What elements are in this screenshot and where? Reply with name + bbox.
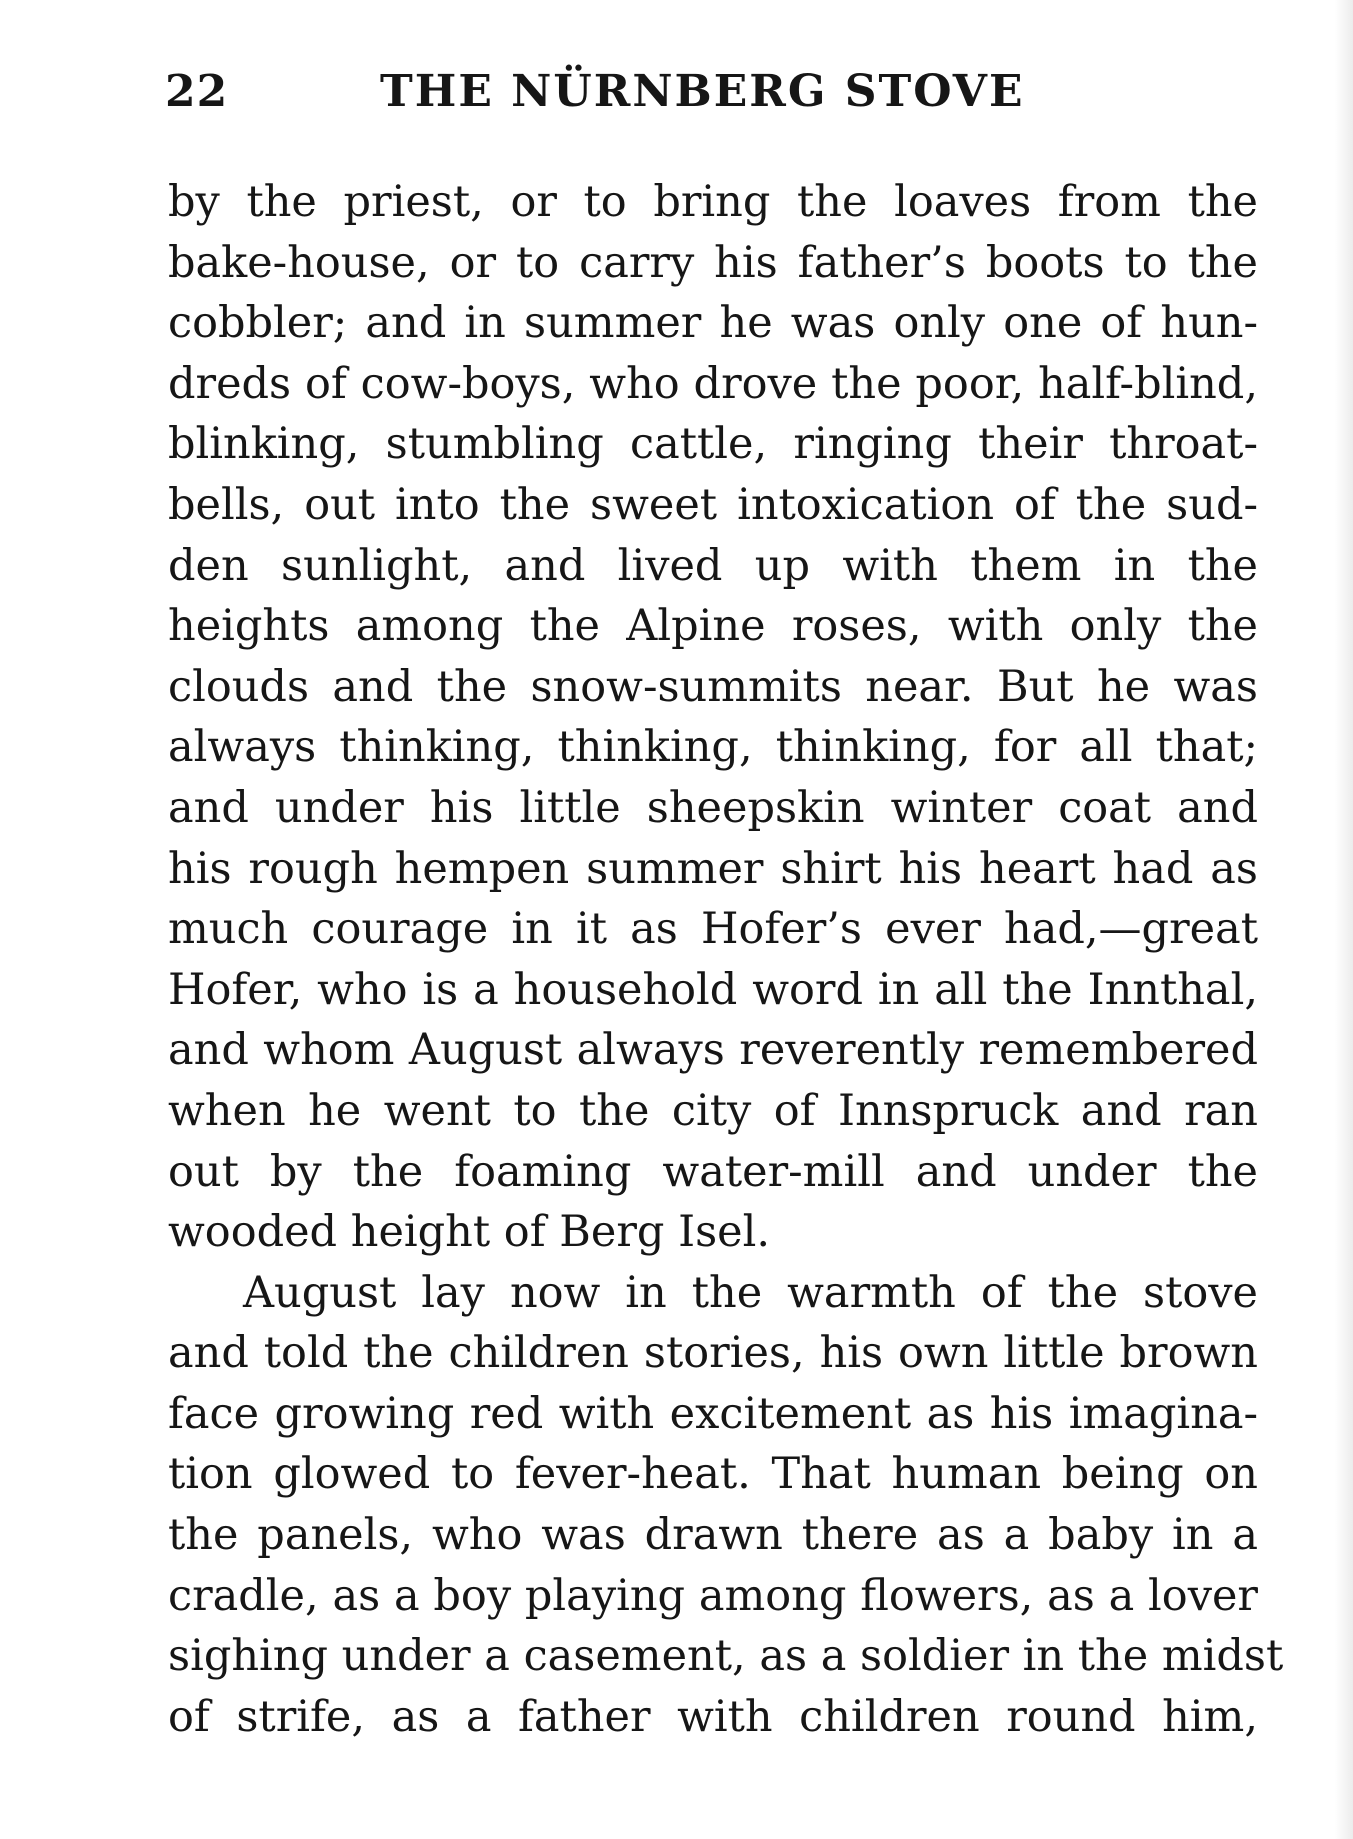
- page-number: 22: [165, 66, 229, 117]
- text-line: dreds of cow-boys, who drove the poor, half-blind,: [168, 358, 1258, 409]
- page-edge-shadow: [1335, 0, 1353, 1839]
- text-line: blinking, stumbling cattle, ringing their throat-: [168, 419, 1258, 470]
- text-line: always thinking, thinking, thinking, for all that;: [168, 722, 1258, 773]
- text-line: when he went to the city of Innspruck and ran: [168, 1085, 1258, 1136]
- text-line: Hofer, who is a household word in all the Innthal,: [168, 964, 1258, 1015]
- text-line: clouds and the snow-summits near. But he was: [168, 661, 1258, 712]
- text-line: bake-house, or to carry his father’s boots to the: [168, 237, 1258, 288]
- text-line: heights among the Alpine roses, with only the: [168, 601, 1258, 652]
- text-line: den sunlight, and lived up with them in the: [168, 540, 1258, 591]
- text-line: cobbler; and in summer he was only one of hun-: [168, 298, 1258, 349]
- text-line: tion glowed to fever-heat. That human being on: [168, 1449, 1258, 1500]
- text-line: bells, out into the sweet intoxication of the sud-: [168, 479, 1258, 530]
- text-line: of strife, as a father with children round him,: [168, 1691, 1258, 1742]
- paragraph-1: [168, 172, 1258, 1263]
- text-line: by the priest, or to bring the loaves from the: [168, 177, 1258, 227]
- text-line: sighing under a casement, as a soldier in the midst: [168, 1631, 1284, 1682]
- text-line: face growing red with excitement as his imagina-: [168, 1388, 1258, 1439]
- text-line: the panels, who was drawn there as a baby in a: [168, 1510, 1258, 1561]
- running-head: [165, 66, 1225, 136]
- text-line: wooded height of Berg Isel.: [168, 1207, 770, 1258]
- paragraph-2: [168, 1263, 1284, 1748]
- text-line: and under his little sheepskin winter coat and: [168, 782, 1258, 833]
- body-text: [168, 172, 1284, 1747]
- text-line: and whom August always reverently remembered: [168, 1025, 1258, 1076]
- text-line: much courage in it as Hofer’s ever had,—great: [168, 904, 1258, 955]
- text-line: his rough hempen summer shirt his heart had as: [168, 843, 1258, 894]
- running-title: THE NÜRNBERG STOVE: [380, 66, 1025, 117]
- text-line: August lay now in the warmth of the stove: [243, 1267, 1258, 1318]
- text-line: and told the children stories, his own little brown: [168, 1328, 1258, 1379]
- text-line: out by the foaming water-mill and under the: [168, 1146, 1258, 1197]
- text-line: cradle, as a boy playing among flowers, as a lover: [168, 1570, 1258, 1621]
